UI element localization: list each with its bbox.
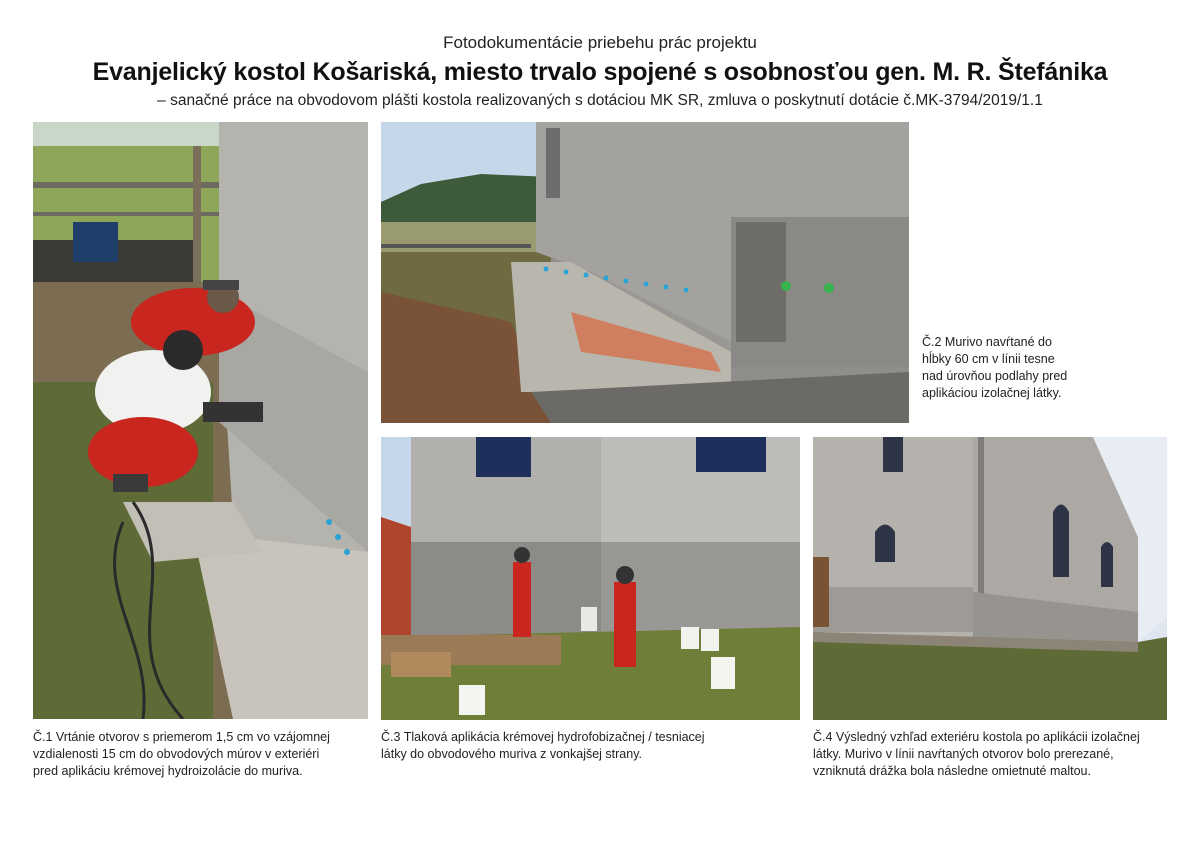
supertitle: Fotodokumentácie priebehu prác projektu bbox=[443, 33, 757, 52]
photo-pressure-application bbox=[381, 437, 800, 720]
caption-line: hĺbky 60 cm v línii tesne bbox=[922, 352, 1055, 366]
photo-drilled-wall-image bbox=[381, 122, 909, 423]
caption-line: Č.4 Výsledný vzhľad exteriéru kostola po aplikácii izolačnej bbox=[813, 730, 1140, 744]
photo-drilling-workers bbox=[33, 122, 368, 719]
caption-line: pred aplikáciu krémovej hydroizolácie do muriva. bbox=[33, 764, 303, 778]
caption-line: látky. Murivo v línii navŕtaných otvorov bolo prerezané, bbox=[813, 747, 1114, 761]
caption-photo-2 bbox=[922, 334, 1192, 402]
caption-line: Č.2 Murivo navŕtané do bbox=[922, 335, 1052, 349]
caption-photo-3 bbox=[381, 729, 801, 763]
photo-final-exterior bbox=[813, 437, 1167, 720]
page-title: Evanjelický kostol Košariská, miesto trvalo spojené s osobnosťou gen. M. R. Štefánika bbox=[92, 58, 1108, 86]
caption-line: Č.3 Tlaková aplikácia krémovej hydrofobizačnej / tesniacej bbox=[381, 730, 705, 744]
photo-drilled-wall bbox=[381, 122, 909, 423]
caption-line: látky do obvodového muriva z vonkajšej strany. bbox=[381, 747, 643, 761]
photo-pressure-application-image bbox=[381, 437, 800, 720]
caption-line: vzniknutá drážka bola následne omietnuté maltou. bbox=[813, 764, 1091, 778]
caption-line: aplikáciou izolačnej látky. bbox=[922, 386, 1062, 400]
photo-drilling-workers-image bbox=[33, 122, 368, 719]
caption-line: nad úrovňou podlahy pred bbox=[922, 369, 1068, 383]
photo-final-exterior-image bbox=[813, 437, 1167, 720]
caption-line: Č.1 Vrtánie otvorov s priemerom 1,5 cm vo vzájomnej bbox=[33, 730, 330, 744]
caption-line: vzdialenosti 15 cm do obvodových múrov v exteriéri bbox=[33, 747, 320, 761]
caption-photo-4 bbox=[813, 729, 1173, 780]
caption-photo-1 bbox=[33, 729, 373, 780]
page-subtitle: – sanačné práce na obvodovom plášti kostola realizovaných s dotáciou MK SR, zmluva o poskytnutí dotácie č.MK-3794/2019/1.1 bbox=[157, 92, 1043, 109]
